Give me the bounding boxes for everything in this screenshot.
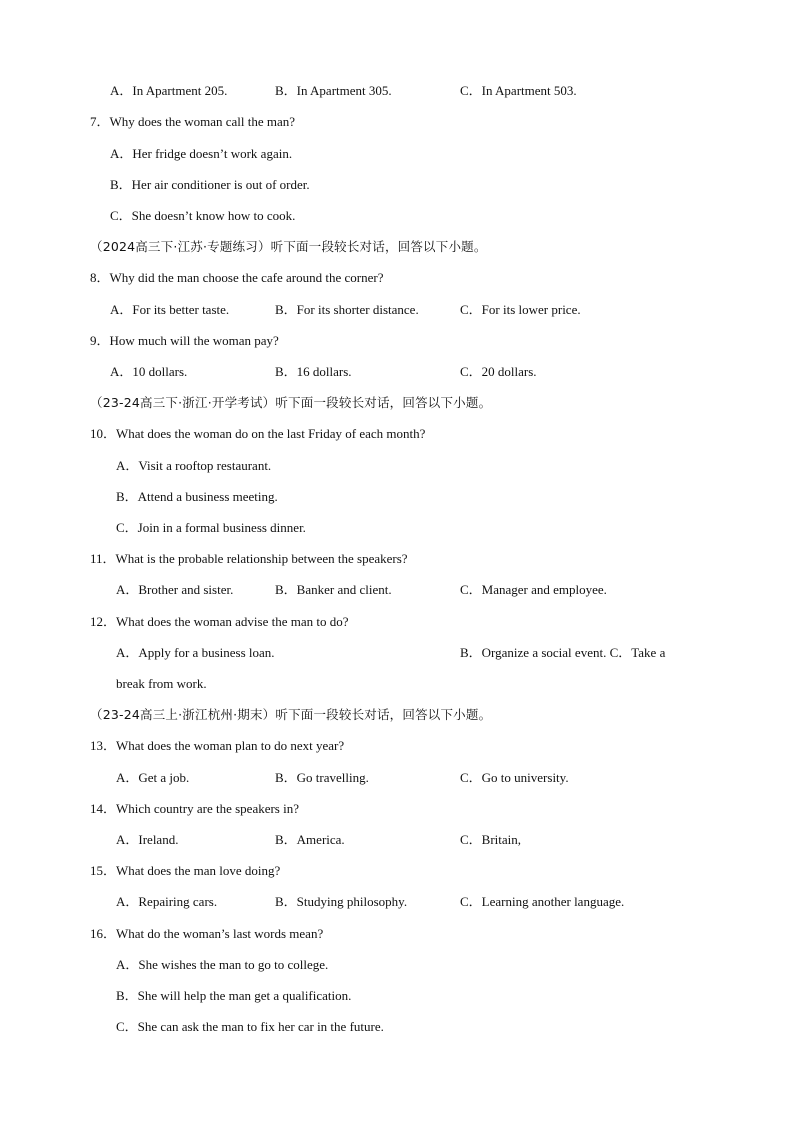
q11-option-c: C．Manager and employee. (460, 582, 607, 597)
q9-option-a: A．10 dollars. (110, 364, 188, 379)
q9-option-c: C．20 dollars. (460, 364, 537, 379)
q15-option-c: C．Learning another language. (460, 894, 625, 909)
q8-stem: 8．Why did the man choose the cafe around the corner? (90, 270, 384, 285)
q11-option-b: B．Banker and client. (275, 582, 392, 597)
q7-option-b: B．Her air conditioner is out of order. (110, 177, 310, 192)
q11-option-a: A．Brother and sister. (116, 582, 234, 597)
q12-option-bc: B．Organize a social event. C．Take a (460, 645, 666, 660)
q15-option-b: B．Studying philosophy. (275, 894, 408, 909)
q12-option-c-continued: break from work. (116, 676, 207, 691)
section-header-3: （23-24高三上·浙江杭州·期末）听下面一段较长对话，回答以下小题。 (90, 707, 492, 722)
q11-stem: 11．What is the probable relationship between the speakers? (90, 551, 408, 566)
q16-option-c: C．She can ask the man to fix her car in the future. (116, 1019, 384, 1034)
q9-option-b: B．16 dollars. (275, 364, 352, 379)
q13-option-b: B．Go travelling. (275, 770, 369, 785)
q8-option-b: B．For its shorter distance. (275, 302, 419, 317)
q16-stem: 16．What do the woman’s last words mean? (90, 926, 324, 941)
section-header-1: （2024高三下·江苏·专题练习）听下面一段较长对话，回答以下小题。 (90, 239, 487, 254)
q16-option-a: A．She wishes the man to go to college. (116, 957, 329, 972)
q15-stem: 15．What does the man love doing? (90, 863, 281, 878)
q6-option-a: A．In Apartment 205. (110, 83, 228, 98)
q12-stem: 12．What does the woman advise the man to do? (90, 614, 349, 629)
q7-option-c: C．She doesn’t know how to cook. (110, 208, 296, 223)
q14-stem: 14．Which country are the speakers in? (90, 801, 300, 816)
q10-stem: 10．What does the woman do on the last Friday of each month? (90, 426, 426, 441)
q14-option-c: C．Britain, (460, 832, 522, 847)
q9-stem: 9．How much will the woman pay? (90, 333, 279, 348)
q7-stem: 7．Why does the woman call the man? (90, 114, 296, 129)
q10-option-b: B．Attend a business meeting. (116, 489, 278, 504)
q6-option-b: B．In Apartment 305. (275, 83, 392, 98)
q10-option-c: C．Join in a formal business dinner. (116, 520, 306, 535)
q13-option-c: C．Go to university. (460, 770, 569, 785)
q13-option-a: A．Get a job. (116, 770, 190, 785)
q8-option-c: C．For its lower price. (460, 302, 581, 317)
q6-option-c: C．In Apartment 503. (460, 83, 577, 98)
q14-option-b: B．America. (275, 832, 345, 847)
q8-option-a: A．For its better taste. (110, 302, 230, 317)
q15-option-a: A．Repairing cars. (116, 894, 218, 909)
q10-option-a: A．Visit a rooftop restaurant. (116, 458, 272, 473)
q7-option-a: A．Her fridge doesn’t work again. (110, 146, 293, 161)
q13-stem: 13．What does the woman plan to do next year? (90, 738, 345, 753)
q16-option-b: B．She will help the man get a qualification. (116, 988, 352, 1003)
q12-option-a: A．Apply for a business loan. (116, 645, 275, 660)
section-header-2: （23-24高三下·浙江·开学考试）听下面一段较长对话，回答以下小题。 (90, 395, 492, 410)
q14-option-a: A．Ireland. (116, 832, 179, 847)
